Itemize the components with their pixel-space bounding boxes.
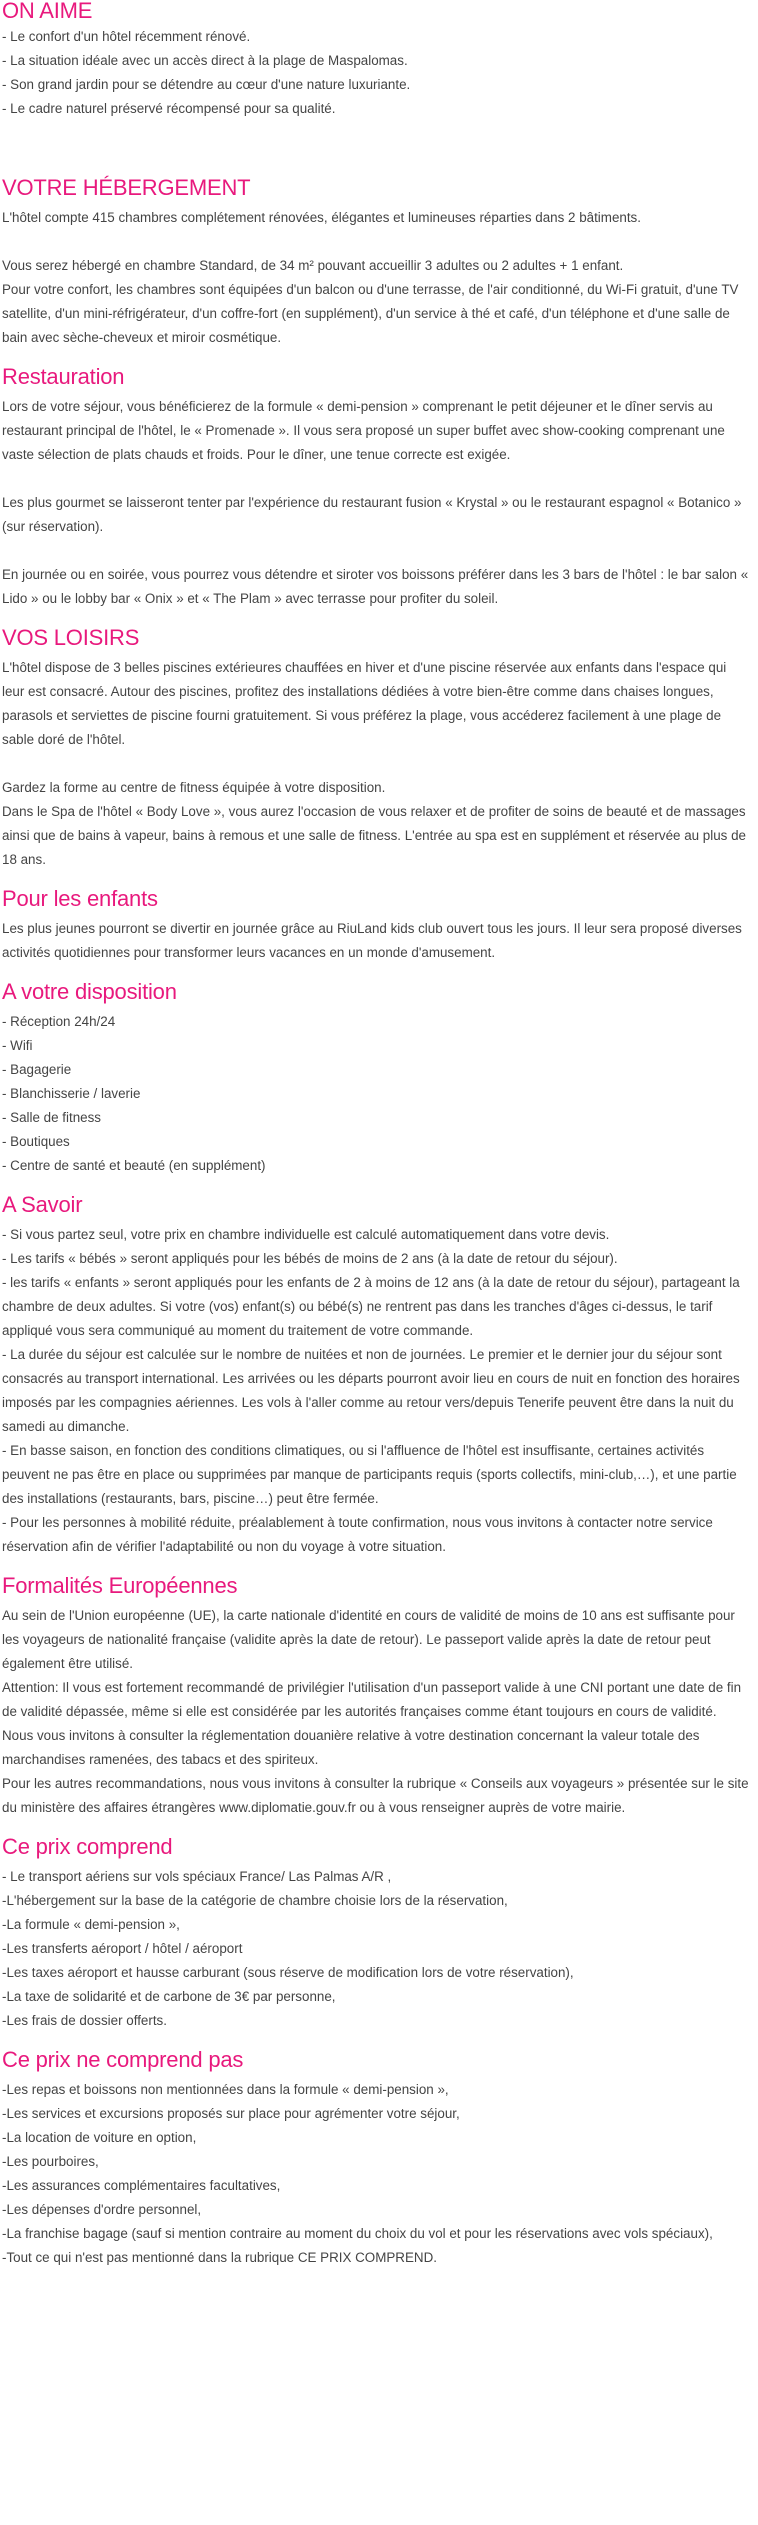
paragraph: Gardez la forme au centre de fitness équipée à votre disposition. bbox=[2, 780, 386, 795]
section-hebergement bbox=[0, 121, 758, 350]
section-title: Ce prix ne comprend pas bbox=[2, 2047, 244, 2072]
paragraph: Vous serez hébergé en chambre Standard, de 34 m² pouvant accueillir 3 adultes ou 2 adultes + 1 enfant. bbox=[2, 258, 624, 273]
list-item: - Wifi bbox=[2, 1038, 33, 1053]
section-title: ON AIME bbox=[2, 0, 93, 23]
paragraph: Pour les autres recommandations, nous vous invitons à consulter la rubrique « Conseils aux voyageurs » présentée sur le site du ministère des affaires étrangères www.diplomatie.gouv.fr ou à vous renseigner auprès de votre mairie. bbox=[2, 1776, 749, 1815]
paragraph: En journée ou en soirée, vous pourrez vous détendre et siroter vos boissons préférer dans les 3 bars de l'hôtel : le bar salon « Lido » ou le lobby bar « Onix » et « The Plam » avec terrasse pour profiter du soleil. bbox=[2, 567, 749, 606]
list-item: -Les taxes aéroport et hausse carburant (sous réserve de modification lors de votre réservation), bbox=[2, 1965, 574, 1980]
list-item: - Réception 24h/24 bbox=[2, 1014, 116, 1029]
list-item: -La taxe de solidarité et de carbone de 3€ par personne, bbox=[2, 1989, 336, 2004]
list-item: -Les assurances complémentaires facultatives, bbox=[2, 2178, 281, 2193]
list-item: - Bagagerie bbox=[2, 1062, 72, 1077]
paragraph: Lors de votre séjour, vous bénéficierez de la formule « demi-pension » comprenant le petit déjeuner et le dîner servis au restaurant principal de l'hôtel, le « Promenade ». Il vous sera proposé un super buffet avec show-cooking comprenant une vaste sélection de plats chauds et froids. Pour le dîner, une tenue correcte est exigée. bbox=[2, 399, 725, 462]
list-item: -Tout ce qui n'est pas mentionné dans la rubrique CE PRIX COMPREND. bbox=[2, 2250, 437, 2265]
section-title: A votre disposition bbox=[2, 979, 177, 1004]
list-item: - Centre de santé et beauté (en supplément) bbox=[2, 1158, 266, 1173]
paragraph: Au sein de l'Union européenne (UE), la carte nationale d'identité en cours de validité de moins de 10 ans est suffisante pour les voyageurs de nationalité française (validite après la date de retour). Le passeport valide après la date de retour peut également être utilisé. bbox=[2, 1608, 735, 1671]
section-title: Pour les enfants bbox=[2, 886, 158, 911]
section-formalites bbox=[0, 1559, 758, 1820]
section-ne-comprend-pas bbox=[0, 2033, 758, 2270]
list-item: - En basse saison, en fonction des conditions climatiques, ou si l'affluence de l'hôtel est insuffisante, certaines activités peuvent ne pas être en place ou supprimées par manque de participants requis (sports collectifs, mini-club,…), et une partie des installations (restaurants, bars, piscine…) peut être fermée. bbox=[2, 1443, 737, 1506]
list-item: -La franchise bagage (sauf si mention contraire au moment du choix du vol et pour les réservations avec vols spéciaux), bbox=[2, 2226, 713, 2241]
section-title: Restauration bbox=[2, 364, 125, 389]
list-item: - Blanchisserie / laverie bbox=[2, 1086, 141, 1101]
section-disposition bbox=[0, 965, 758, 1178]
list-item: - Le confort d'un hôtel récemment rénové. bbox=[2, 29, 251, 44]
list-item: -La location de voiture en option, bbox=[2, 2130, 197, 2145]
section-enfants bbox=[0, 872, 758, 965]
section-title: A Savoir bbox=[2, 1192, 83, 1217]
list-item: -Les services et excursions proposés sur place pour agrémenter votre séjour, bbox=[2, 2106, 460, 2121]
paragraph: Les plus jeunes pourront se divertir en journée grâce au RiuLand kids club ouvert tous les jours. Il leur sera proposé diverses activités quotidiennes pour transformer leurs vacances en un monde d'amusement. bbox=[2, 921, 742, 960]
list-item: - Le cadre naturel préservé récompensé pour sa qualité. bbox=[2, 101, 336, 116]
list-item: - les tarifs « enfants » seront appliqués pour les enfants de 2 à moins de 12 ans (à la date de retour du séjour), partageant la chambre de deux adultes. Si votre (vos) enfant(s) ou bébé(s) ne rentrent pas dans les tranches d'âges ci-dessus, le tarif appliqué vous sera communiqué au moment du traitement de votre commande. bbox=[2, 1275, 740, 1338]
list-item: - La situation idéale avec un accès direct à la plage de Maspalomas. bbox=[2, 53, 408, 68]
paragraph: Les plus gourmet se laisseront tenter par l'expérience du restaurant fusion « Krystal » ou le restaurant espagnol « Botanico » (sur réservation). bbox=[2, 495, 742, 534]
list-item: - Salle de fitness bbox=[2, 1110, 101, 1125]
list-item: -L'hébergement sur la base de la catégorie de chambre choisie lors de la réservation, bbox=[2, 1893, 508, 1908]
list-item: -Les transferts aéroport / hôtel / aéroport bbox=[2, 1941, 243, 1956]
list-item: -Les dépenses d'ordre personnel, bbox=[2, 2202, 202, 2217]
list-item: -Les repas et boissons non mentionnées dans la formule « demi-pension », bbox=[2, 2082, 449, 2097]
list-item: - Pour les personnes à mobilité réduite, préalablement à toute confirmation, nous vous invitons à contacter notre service réservation afin de vérifier l'adaptabilité ou non du voyage à votre situation. bbox=[2, 1515, 713, 1554]
paragraph: Attention: Il vous est fortement recommandé de privilégier l'utilisation d'un passeport valide à une CNI portant une date de fin de validité dépassée, même si elle est considérée par les autorités françaises comme étant toujours en cours de validité. bbox=[2, 1680, 742, 1719]
list-item: -La formule « demi-pension », bbox=[2, 1917, 180, 1932]
paragraph: Pour votre confort, les chambres sont équipées d'un balcon ou d'une terrasse, de l'air conditionné, du Wi-Fi gratuit, d'une TV satellite, d'un mini-réfrigérateur, d'un coffre-fort (en supplément), d'un service à thé et café, d'un téléphone et d'une salle de bain avec sèche-cheveux et miroir cosmétique. bbox=[2, 282, 739, 345]
section-loisirs bbox=[0, 611, 758, 872]
section-title: VOTRE HÉBERGEMENT bbox=[2, 175, 251, 200]
section-on-aime bbox=[0, 0, 758, 121]
list-item: - La durée du séjour est calculée sur le nombre de nuitées et non de journées. Le premier et le dernier jour du séjour sont consacrés au transport international. Les arrivées ou les départs pourront avoir lieu en cours de nuit en fonction des horaires imposés par les compagnies aériennes. Les vols à l'aller comme au retour vers/depuis Tenerife peuvent être dans la nuit du samedi au dimanche. bbox=[2, 1347, 740, 1434]
list-item: - Le transport aériens sur vols spéciaux France/ Las Palmas A/R , bbox=[2, 1869, 392, 1884]
section-title: Ce prix comprend bbox=[2, 1834, 173, 1859]
section-restauration bbox=[0, 350, 758, 611]
list-item: - Les tarifs « bébés » seront appliqués pour les bébés de moins de 2 ans (à la date de retour du séjour). bbox=[2, 1251, 618, 1266]
list-item: - Boutiques bbox=[2, 1134, 70, 1149]
paragraph: Nous vous invitons à consulter la réglementation douanière relative à votre destination concernant la valeur totale des marchandises ramenées, des tabacs et des spiriteux. bbox=[2, 1728, 700, 1767]
list-item: - Son grand jardin pour se détendre au cœur d'une nature luxuriante. bbox=[2, 77, 411, 92]
list-item: -Les frais de dossier offerts. bbox=[2, 2013, 167, 2028]
section-savoir bbox=[0, 1178, 758, 1559]
list-item: -Les pourboires, bbox=[2, 2154, 99, 2169]
section-comprend bbox=[0, 1820, 758, 2033]
paragraph: L'hôtel compte 415 chambres complétement rénovées, élégantes et lumineuses réparties dans 2 bâtiments. bbox=[2, 210, 641, 225]
paragraph: Dans le Spa de l'hôtel « Body Love », vous aurez l'occasion de vous relaxer et de profiter de soins de beauté et de massages ainsi que de bains à vapeur, bains à remous et une salle de fitness. L'entrée au spa est en supplément et réservée au plus de 18 ans. bbox=[2, 804, 746, 867]
section-title: VOS LOISIRS bbox=[2, 625, 140, 650]
section-title: Formalités Européennes bbox=[2, 1573, 238, 1598]
paragraph: L'hôtel dispose de 3 belles piscines extérieures chauffées en hiver et d'une piscine réservée aux enfants dans l'espace qui leur est consacré. Autour des piscines, profitez des installations dédiées à votre bien-être comme dans chaises longues, parasols et serviettes de piscine fourni gratuitement. Si vous préférez la plage, vous accéderez facilement à une plage de sable doré de l'hôtel. bbox=[2, 660, 727, 747]
list-item: - Si vous partez seul, votre prix en chambre individuelle est calculé automatiquement dans votre devis. bbox=[2, 1227, 610, 1242]
